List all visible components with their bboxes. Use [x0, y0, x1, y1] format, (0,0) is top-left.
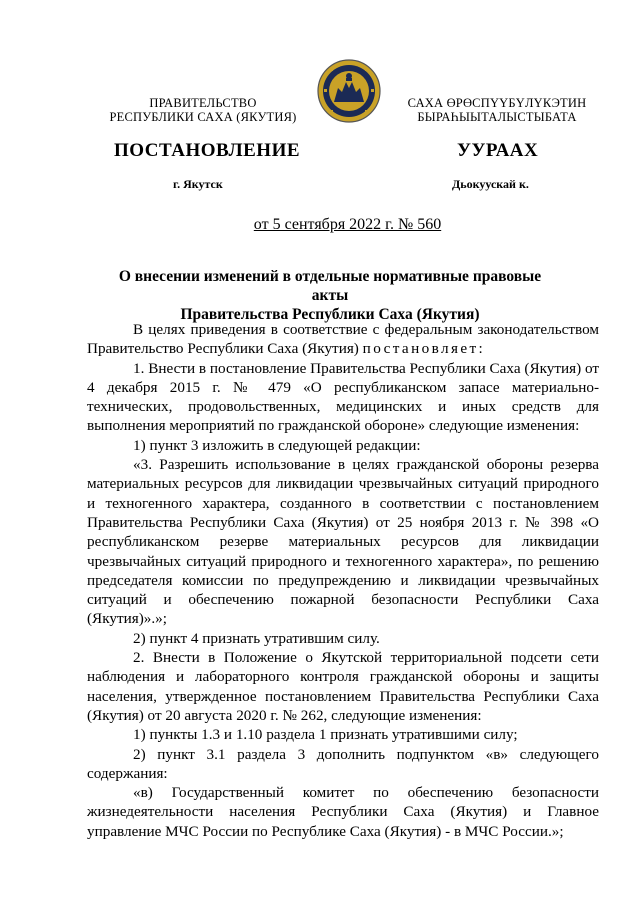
paragraph-subitem-2-1: 1) пункты 1.3 и 1.10 раздела 1 признать утратившими силу;: [133, 726, 518, 744]
title-line1: О внесении изменений в отдельные нормативные правовые акты: [118, 268, 542, 304]
paragraph-subitem-1-2: 2) пункт 4 признать утратившим силу.: [133, 629, 380, 647]
header-left: [88, 96, 318, 124]
paragraph-quote-3: «3. Разрешить использование в целях гражданской обороны резерва материальных ресурсов для ликвидации чрезвычайных ситуаций природного и техногенного характера, созданного в соответствии с постановлением Правительства Республики Саха (Якутия) от 25 ноября 2013 г. № 398 «О республиканском резерве материальных ресурсов для ликвидации чрезвычайных ситуаций природного и техногенного характера», по решению председателя комиссии по предупреждению и ликвидации чрезвычайных ситуаций и обеспечению пожарной безопасности Республики Саха (Якутия)».»;: [87, 456, 599, 628]
paragraph-item-2: 2. Внести в Положение о Якутской территориальной подсети сети наблюдения и лабораторного контроля гражданской обороны и защиты населения, утвержденное постановлением Правительства Республики Саха (Якутия) от 20 августа 2020 г. № 262, следующие изменения:: [87, 649, 599, 724]
preamble-decree-word: постановляет:: [362, 340, 486, 358]
emblem-icon: [316, 58, 382, 124]
document-title: [100, 267, 560, 324]
paragraph-subitem-1-1: 1) пункт 3 изложить в следующей редакции:: [133, 436, 421, 454]
paragraph-subitem-2-2: 2) пункт 3.1 раздела 3 дополнить подпунктом «в» следующего содержания:: [87, 745, 599, 782]
doc-type-sah: УУРААХ: [457, 140, 539, 161]
doc-type-ru: ПОСТАНОВЛЕНИЕ: [114, 140, 301, 161]
header-left-line2: РЕСПУБЛИКИ САХА (ЯКУТИЯ): [109, 110, 297, 124]
date-number-line: [0, 216, 640, 234]
title-line2: Правительства Республики Саха (Якутия): [180, 306, 480, 323]
city-sah: Дьокуускай к.: [452, 177, 529, 191]
header-left-line1: ПРАВИТЕЛЬСТВО: [149, 96, 257, 110]
city-ru: г. Якутск: [173, 177, 223, 191]
paragraph-item-1: 1. Внести в постановление Правительства Республики Саха (Якутия) от 4 декабря 2015 г. № 479 «О республиканском запасе материально-технических, продовольственных, медицинских и иных средств для выполнения мероприятий по гражданской обороне» следующие изменения:: [87, 359, 599, 435]
header-right: [382, 96, 612, 124]
header-right-line2: БЫРАҺЫЫТАЛЫСТЫБАТА: [417, 110, 577, 124]
paragraph-preamble: [87, 320, 599, 359]
paragraph-quote-v: «в) Государственный комитет по обеспечению безопасности жизнедеятельности населения Республики Саха (Якутия) и Главное управление МЧС России по Республике Саха (Якутия) - в МЧС России.»;: [87, 784, 599, 840]
date-number: от 5 сентября 2022 г. № 560: [253, 216, 442, 233]
preamble-text: В целях приведения в соответствие с федеральным законодательством Правительство Республики Саха (Якутия): [87, 321, 599, 358]
document-body: [87, 320, 599, 841]
header-right-line1: САХА ӨРӨСПҮҮБҮЛҮКЭТИН: [407, 96, 587, 110]
